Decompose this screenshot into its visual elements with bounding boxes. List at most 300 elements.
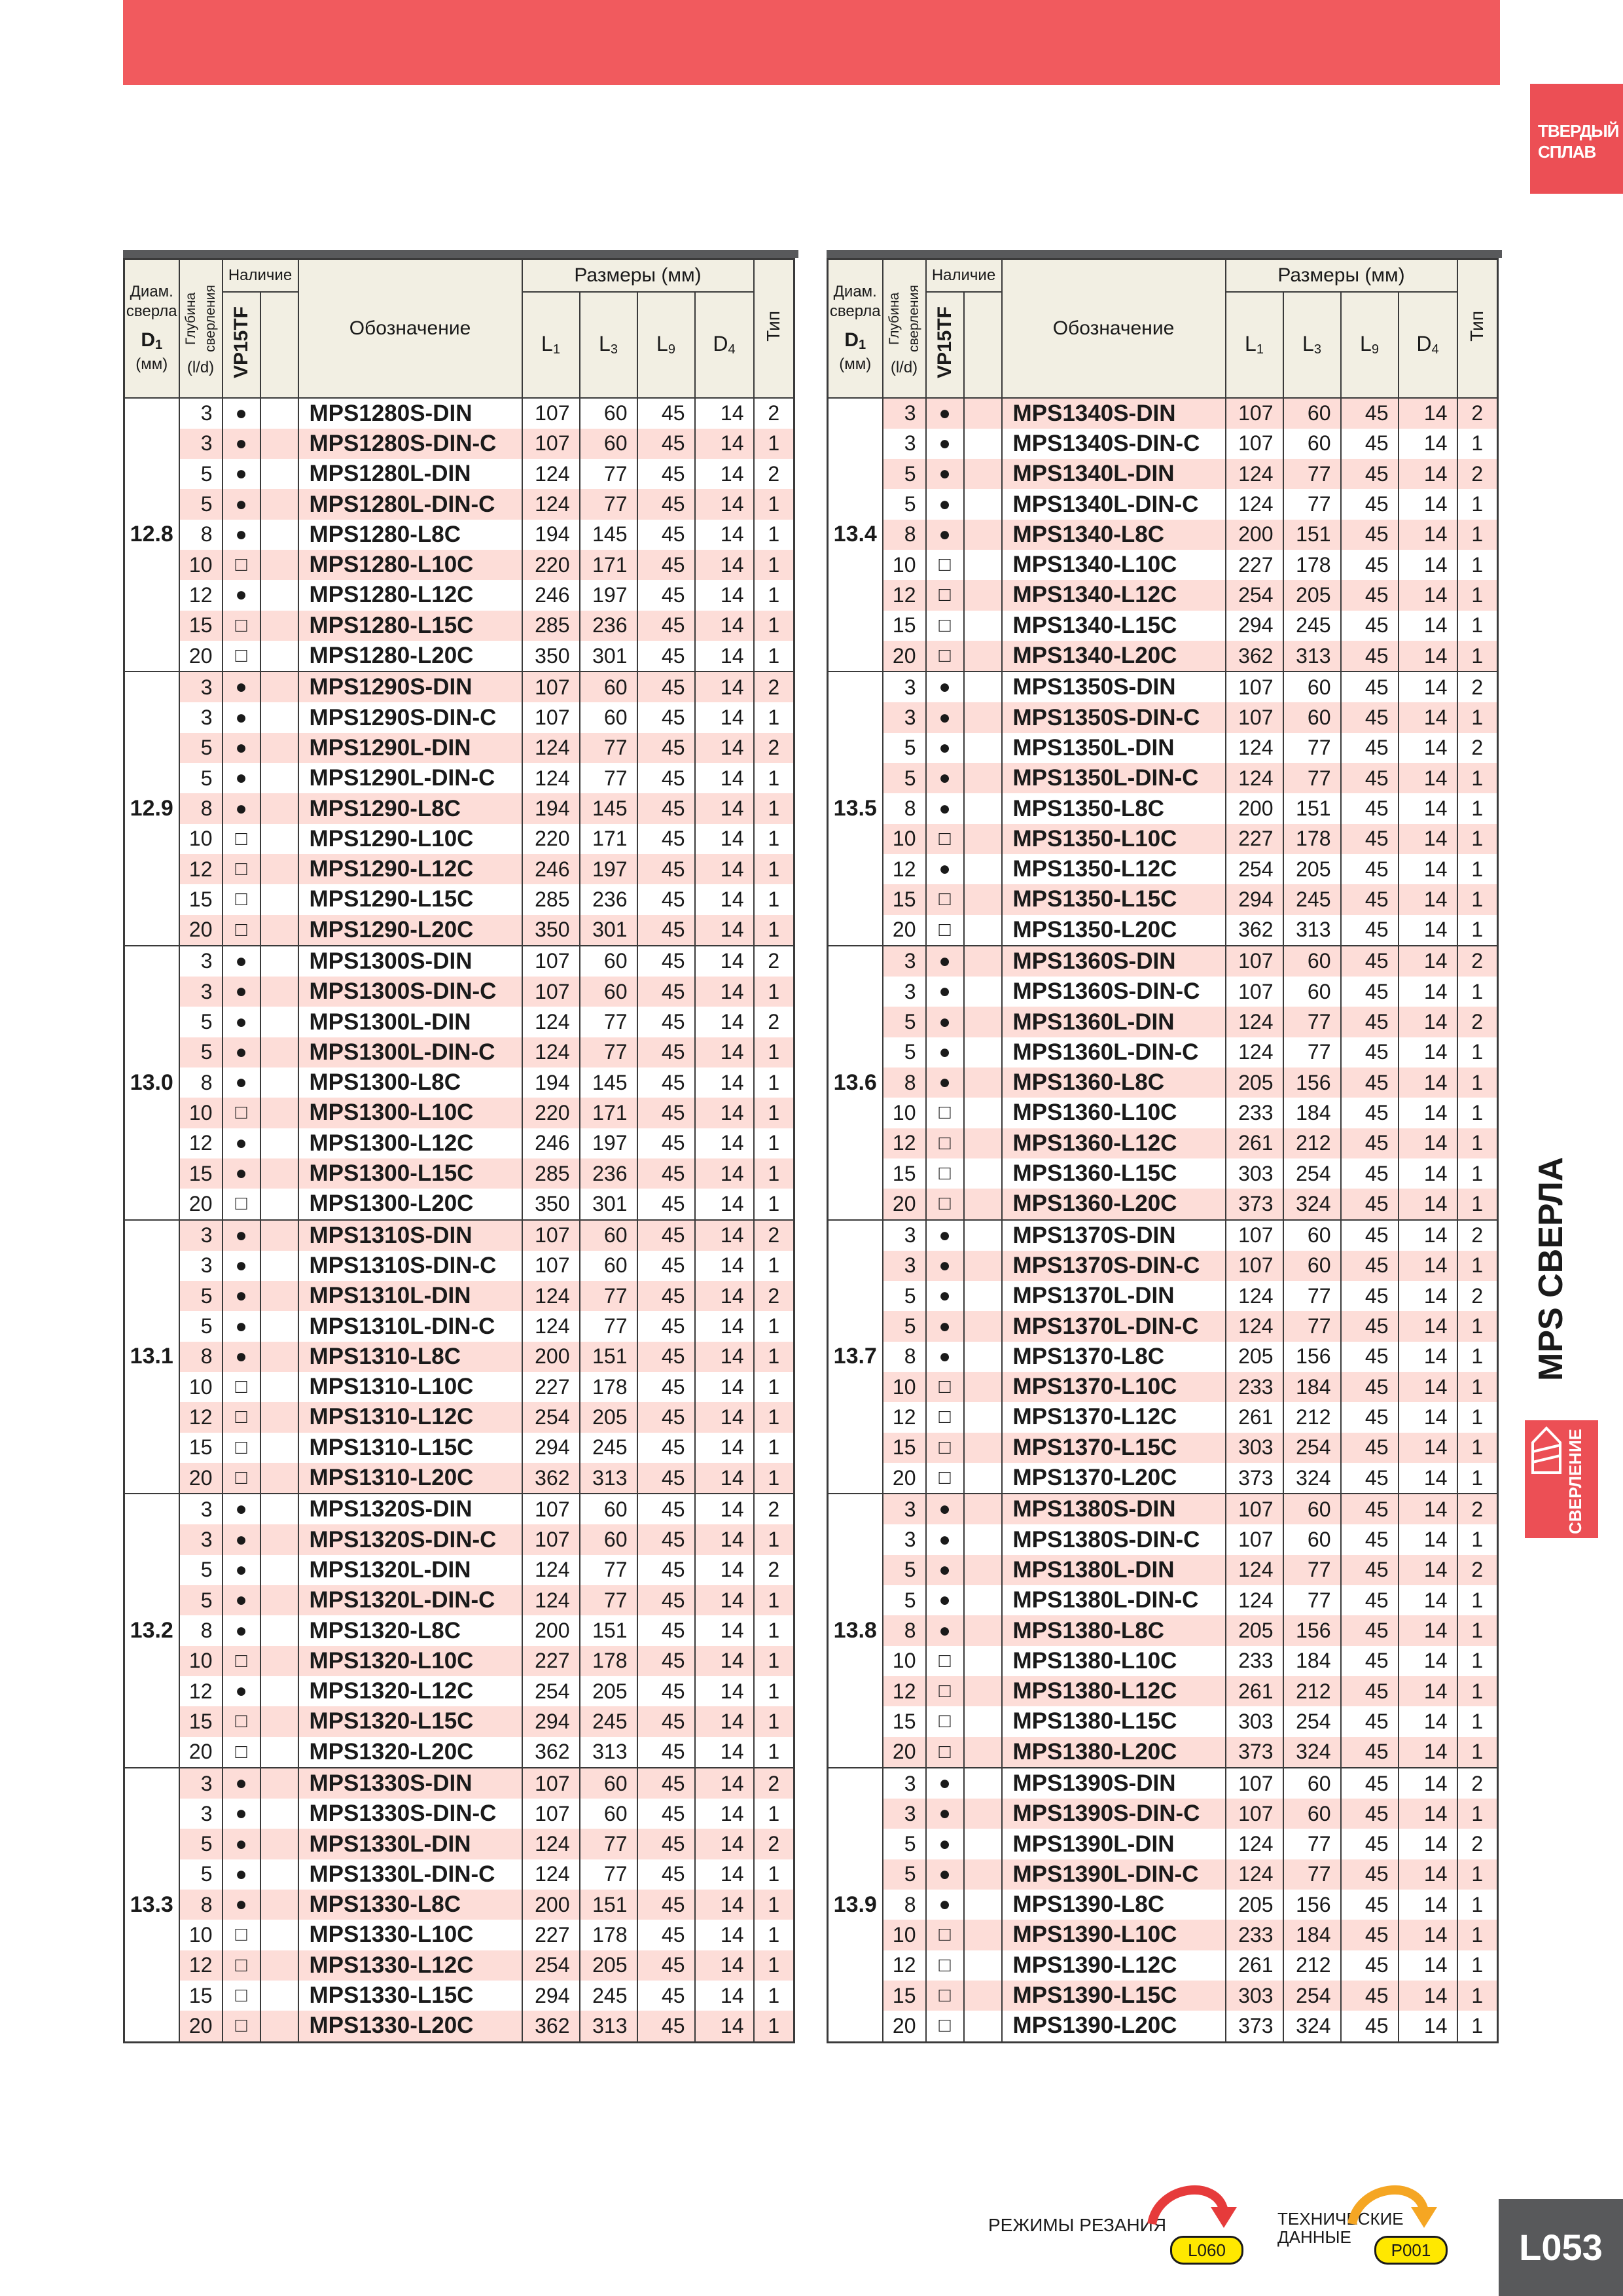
type-cell: 1 bbox=[1457, 1646, 1498, 1676]
availability-blank-cell bbox=[964, 1737, 1002, 1768]
l3-cell: 205 bbox=[580, 1950, 637, 1981]
d4-cell: 14 bbox=[1399, 1372, 1457, 1402]
availability-blank-cell bbox=[260, 1158, 298, 1189]
availability-cell: ● bbox=[926, 520, 964, 550]
availability-blank-cell bbox=[964, 915, 1002, 946]
table-row bbox=[828, 1372, 1498, 1402]
depth-cell: 8 bbox=[883, 1615, 926, 1645]
l9-cell: 45 bbox=[637, 733, 695, 763]
d4-cell: 14 bbox=[1399, 1189, 1457, 1219]
depth-cell: 12 bbox=[883, 1402, 926, 1432]
designation-cell: MPS1340-L12C bbox=[1002, 580, 1226, 610]
l3-cell: 156 bbox=[1283, 1342, 1341, 1372]
l9-cell: 45 bbox=[637, 1128, 695, 1158]
designation-cell: MPS1340L-DIN bbox=[1002, 459, 1226, 489]
table-row bbox=[828, 1737, 1498, 1768]
type-cell: 1 bbox=[1457, 1158, 1498, 1189]
l1-cell: 124 bbox=[522, 1281, 580, 1311]
type-cell: 1 bbox=[754, 1372, 794, 1402]
l1-cell: 107 bbox=[1226, 1220, 1283, 1251]
diameter-cell: 13.1 bbox=[124, 1220, 179, 1494]
l1-cell: 107 bbox=[1226, 429, 1283, 459]
d4-cell: 14 bbox=[695, 1950, 754, 1981]
availability-blank-cell bbox=[260, 1281, 298, 1311]
l1-cell: 233 bbox=[1226, 1646, 1283, 1676]
l3-cell: 151 bbox=[1283, 793, 1341, 823]
l1-cell: 362 bbox=[1226, 641, 1283, 672]
l9-cell: 45 bbox=[637, 1799, 695, 1829]
availability-blank-cell bbox=[964, 824, 1002, 854]
designation-cell: MPS1340L-DIN-C bbox=[1002, 489, 1226, 519]
table-row bbox=[828, 1281, 1498, 1311]
type-cell: 1 bbox=[754, 854, 794, 884]
l9-cell: 45 bbox=[1341, 1311, 1399, 1341]
designation-cell: MPS1320-L8C bbox=[298, 1615, 522, 1645]
depth-cell: 10 bbox=[179, 1372, 223, 1402]
l9-cell: 45 bbox=[1341, 1433, 1399, 1463]
l3-cell: 313 bbox=[580, 1463, 637, 1494]
availability-cell: □ bbox=[926, 1981, 964, 2011]
table-row bbox=[828, 884, 1498, 914]
depth-cell: 5 bbox=[883, 1829, 926, 1859]
availability-cell: □ bbox=[223, 884, 260, 914]
depth-cell: 3 bbox=[883, 977, 926, 1007]
d4-cell: 14 bbox=[695, 915, 754, 946]
depth-cell: 20 bbox=[883, 641, 926, 672]
l1-cell: 200 bbox=[522, 1890, 580, 1920]
availability-cell: □ bbox=[223, 1098, 260, 1128]
l3-cell: 184 bbox=[1283, 1372, 1341, 1402]
designation-cell: MPS1340-L15C bbox=[1002, 611, 1226, 641]
depth-cell: 5 bbox=[179, 1555, 223, 1585]
l1-cell: 124 bbox=[522, 1859, 580, 1890]
availability-cell: □ bbox=[223, 1372, 260, 1402]
designation-cell: MPS1380-L8C bbox=[1002, 1615, 1226, 1645]
availability-blank-cell bbox=[964, 1494, 1002, 1524]
d4-cell: 14 bbox=[1399, 2011, 1457, 2042]
l3-cell: 171 bbox=[580, 1098, 637, 1128]
l1-cell: 205 bbox=[1226, 1342, 1283, 1372]
availability-blank-cell bbox=[260, 1372, 298, 1402]
table-row bbox=[828, 1615, 1498, 1645]
availability-blank-cell bbox=[260, 1251, 298, 1281]
l3-header bbox=[580, 292, 637, 398]
availability-blank-cell bbox=[260, 1342, 298, 1372]
availability-blank-cell bbox=[964, 489, 1002, 519]
diameter-header-line-2: сверла bbox=[126, 302, 177, 321]
type-cell: 1 bbox=[754, 1463, 794, 1494]
l3-cell: 171 bbox=[580, 550, 637, 580]
l9-cell: 45 bbox=[1341, 1981, 1399, 2011]
grade-blank-header bbox=[964, 292, 1002, 398]
l1-cell: 124 bbox=[1226, 763, 1283, 793]
l1-cell: 107 bbox=[522, 1524, 580, 1554]
l9-cell: 45 bbox=[1341, 884, 1399, 914]
carbide-section-tab[interactable] bbox=[1530, 84, 1623, 194]
table-row bbox=[124, 1768, 794, 1799]
l9-cell: 45 bbox=[1341, 1220, 1399, 1251]
type-cell: 1 bbox=[754, 793, 794, 823]
l3-cell: 77 bbox=[1283, 489, 1341, 519]
availability-cell: ● bbox=[223, 1524, 260, 1554]
type-cell: 2 bbox=[754, 1829, 794, 1859]
availability-blank-cell bbox=[260, 977, 298, 1007]
l1-cell: 373 bbox=[1226, 1189, 1283, 1219]
designation-cell: MPS1330-L8C bbox=[298, 1890, 522, 1920]
l3-cell: 151 bbox=[580, 1615, 637, 1645]
depth-cell: 12 bbox=[883, 1950, 926, 1981]
l3-cell: 60 bbox=[580, 672, 637, 702]
availability-cell: □ bbox=[926, 580, 964, 610]
type-cell: 2 bbox=[1457, 1007, 1498, 1037]
availability-cell: □ bbox=[223, 1189, 260, 1219]
tech-data-line-2: ДАННЫЕ bbox=[1277, 2227, 1351, 2247]
type-cell: 1 bbox=[1457, 1463, 1498, 1494]
d4-cell: 14 bbox=[1399, 763, 1457, 793]
l9-cell: 45 bbox=[1341, 520, 1399, 550]
table-row bbox=[124, 1463, 794, 1494]
l3-cell: 197 bbox=[580, 1128, 637, 1158]
l1-cell: 233 bbox=[1226, 1920, 1283, 1950]
depth-cell: 3 bbox=[883, 702, 926, 732]
l9-cell: 45 bbox=[1341, 459, 1399, 489]
availability-blank-cell bbox=[260, 1555, 298, 1585]
l1-cell: 124 bbox=[1226, 1311, 1283, 1341]
l3-cell: 245 bbox=[580, 1981, 637, 2011]
table-row bbox=[828, 1220, 1498, 1251]
l9-cell: 45 bbox=[1341, 1524, 1399, 1554]
l3-cell: 184 bbox=[1283, 1098, 1341, 1128]
d4-cell: 14 bbox=[695, 1829, 754, 1859]
table-row bbox=[828, 702, 1498, 732]
d4-cell: 14 bbox=[1399, 550, 1457, 580]
type-cell: 2 bbox=[1457, 1494, 1498, 1524]
type-cell: 1 bbox=[754, 1920, 794, 1950]
l9-cell: 45 bbox=[1341, 1067, 1399, 1098]
l9-cell: 45 bbox=[637, 1281, 695, 1311]
type-cell: 1 bbox=[1457, 854, 1498, 884]
table-row bbox=[828, 1950, 1498, 1981]
d4-cell: 14 bbox=[1399, 946, 1457, 977]
designation-cell: MPS1310S-DIN bbox=[298, 1220, 522, 1251]
l9-cell: 45 bbox=[1341, 702, 1399, 732]
table-row bbox=[828, 1524, 1498, 1554]
l9-cell: 45 bbox=[1341, 1706, 1399, 1736]
d4-cell: 14 bbox=[1399, 1494, 1457, 1524]
l1-cell: 124 bbox=[522, 459, 580, 489]
l1-cell: 261 bbox=[1226, 1402, 1283, 1432]
d4-cell: 14 bbox=[695, 1676, 754, 1706]
availability-cell: ● bbox=[926, 763, 964, 793]
l1-cell: 303 bbox=[1226, 1433, 1283, 1463]
depth-cell: 20 bbox=[179, 2011, 223, 2042]
availability-cell: ● bbox=[223, 1128, 260, 1158]
l9-cell: 45 bbox=[1341, 1920, 1399, 1950]
availability-blank-cell bbox=[260, 1128, 298, 1158]
l1-cell: 124 bbox=[1226, 489, 1283, 519]
table-row bbox=[828, 1463, 1498, 1494]
l9-cell: 45 bbox=[637, 1890, 695, 1920]
d4-cell: 14 bbox=[1399, 1615, 1457, 1645]
designation-cell: MPS1330L-DIN-C bbox=[298, 1859, 522, 1890]
table-row bbox=[124, 1829, 794, 1859]
l9-cell: 45 bbox=[1341, 1737, 1399, 1768]
l9-cell: 45 bbox=[1341, 489, 1399, 519]
l9-cell: 45 bbox=[637, 398, 695, 429]
d4-cell: 14 bbox=[695, 459, 754, 489]
l3-cell: 324 bbox=[1283, 1463, 1341, 1494]
availability-blank-cell bbox=[260, 1098, 298, 1128]
availability-cell: ● bbox=[223, 1676, 260, 1706]
availability-cell: □ bbox=[926, 1737, 964, 1768]
l3-cell: 60 bbox=[580, 1524, 637, 1554]
l9-cell: 45 bbox=[637, 1098, 695, 1128]
depth-cell: 20 bbox=[883, 1463, 926, 1494]
depth-cell: 5 bbox=[179, 1311, 223, 1341]
l1-cell: 124 bbox=[1226, 1037, 1283, 1067]
d4-cell: 14 bbox=[695, 2011, 754, 2042]
designation-cell: MPS1300S-DIN-C bbox=[298, 977, 522, 1007]
l9-cell: 45 bbox=[1341, 1494, 1399, 1524]
tech-data-ref-link[interactable]: P001 bbox=[1374, 2236, 1448, 2265]
l9-cell: 45 bbox=[1341, 1676, 1399, 1706]
l1-cell: 107 bbox=[1226, 1768, 1283, 1799]
depth-cell: 3 bbox=[883, 429, 926, 459]
designation-cell: MPS1320L-DIN bbox=[298, 1555, 522, 1585]
availability-blank-cell bbox=[260, 1037, 298, 1067]
l3-cell: 60 bbox=[580, 398, 637, 429]
l1-cell: 200 bbox=[1226, 793, 1283, 823]
d4-cell: 14 bbox=[695, 1098, 754, 1128]
designation-cell: MPS1360-L8C bbox=[1002, 1067, 1226, 1098]
l3-header bbox=[1283, 292, 1341, 398]
availability-cell: ● bbox=[926, 854, 964, 884]
l9-cell: 45 bbox=[1341, 1158, 1399, 1189]
designation-cell: MPS1350-L15C bbox=[1002, 884, 1226, 914]
l1-cell: 227 bbox=[1226, 824, 1283, 854]
type-cell: 2 bbox=[1457, 1220, 1498, 1251]
l1-header bbox=[1226, 292, 1283, 398]
depth-cell: 12 bbox=[179, 1402, 223, 1432]
availability-cell: □ bbox=[926, 1706, 964, 1736]
availability-blank-cell bbox=[964, 550, 1002, 580]
depth-cell: 5 bbox=[883, 1311, 926, 1341]
type-cell: 1 bbox=[1457, 2011, 1498, 2042]
l1-cell: 254 bbox=[522, 1676, 580, 1706]
availability-cell: □ bbox=[926, 1158, 964, 1189]
l3-cell: 60 bbox=[1283, 1251, 1341, 1281]
l1-cell: 200 bbox=[522, 1342, 580, 1372]
designation-header: Обозначение bbox=[298, 259, 522, 398]
depth-cell: 5 bbox=[883, 733, 926, 763]
d4-cell: 14 bbox=[695, 1768, 754, 1799]
availability-blank-cell bbox=[964, 854, 1002, 884]
table-row bbox=[124, 1676, 794, 1706]
availability-cell: ● bbox=[926, 793, 964, 823]
type-cell: 2 bbox=[754, 1494, 794, 1524]
l1-cell: 303 bbox=[1226, 1706, 1283, 1736]
table-row bbox=[124, 1158, 794, 1189]
designation-cell: MPS1310L-DIN-C bbox=[298, 1311, 522, 1341]
cutting-modes-ref-link[interactable]: L060 bbox=[1170, 2236, 1243, 2265]
diameter-cell: 12.9 bbox=[124, 672, 179, 946]
l3-cell: 77 bbox=[580, 1829, 637, 1859]
l3-cell: 77 bbox=[1283, 1585, 1341, 1615]
designation-cell: MPS1290-L12C bbox=[298, 854, 522, 884]
d4-cell: 14 bbox=[1399, 1829, 1457, 1859]
d4-cell: 14 bbox=[695, 793, 754, 823]
depth-cell: 5 bbox=[883, 459, 926, 489]
availability-blank-cell bbox=[260, 1524, 298, 1554]
l1-cell: 261 bbox=[1226, 1128, 1283, 1158]
designation-cell: MPS1290L-DIN bbox=[298, 733, 522, 763]
availability-blank-cell bbox=[964, 733, 1002, 763]
availability-header: Наличие bbox=[926, 259, 1002, 292]
depth-cell: 15 bbox=[883, 1981, 926, 2011]
availability-cell: ● bbox=[926, 1251, 964, 1281]
d4-cell: 14 bbox=[695, 1706, 754, 1736]
type-cell: 1 bbox=[1457, 1372, 1498, 1402]
availability-blank-cell bbox=[964, 1037, 1002, 1067]
availability-blank-cell bbox=[964, 641, 1002, 672]
depth-cell: 10 bbox=[883, 1920, 926, 1950]
l1-cell: 362 bbox=[522, 1463, 580, 1494]
l1-cell: 124 bbox=[1226, 733, 1283, 763]
availability-cell: □ bbox=[223, 1737, 260, 1768]
l1-cell: 254 bbox=[1226, 580, 1283, 610]
availability-cell: ● bbox=[223, 1251, 260, 1281]
d4-cell: 14 bbox=[1399, 1706, 1457, 1736]
d4-cell: 14 bbox=[695, 1251, 754, 1281]
table-row bbox=[124, 1737, 794, 1768]
table-row bbox=[124, 1067, 794, 1098]
designation-cell: MPS1320-L20C bbox=[298, 1737, 522, 1768]
l1-subscript: 1 bbox=[552, 342, 560, 357]
diameter-cell: 13.4 bbox=[828, 398, 883, 672]
dimensions-header: Размеры (мм) bbox=[1226, 259, 1457, 292]
d4-cell: 14 bbox=[1399, 580, 1457, 610]
designation-cell: MPS1310L-DIN bbox=[298, 1281, 522, 1311]
l1-cell: 246 bbox=[522, 580, 580, 610]
d1-subscript: 1 bbox=[155, 338, 163, 353]
diameter-cell: 12.8 bbox=[124, 398, 179, 672]
l9-cell: 45 bbox=[637, 854, 695, 884]
l3-cell: 151 bbox=[1283, 520, 1341, 550]
l1-cell: 246 bbox=[522, 854, 580, 884]
table-row bbox=[124, 550, 794, 580]
d4-letter: D bbox=[1416, 332, 1432, 355]
designation-cell: MPS1320-L10C bbox=[298, 1646, 522, 1676]
type-cell: 1 bbox=[1457, 580, 1498, 610]
type-header bbox=[754, 259, 794, 398]
d4-cell: 14 bbox=[695, 398, 754, 429]
depth-cell: 3 bbox=[179, 1768, 223, 1799]
table-row bbox=[124, 884, 794, 914]
l3-cell: 60 bbox=[1283, 398, 1341, 429]
availability-cell: □ bbox=[223, 641, 260, 672]
l9-cell: 45 bbox=[637, 580, 695, 610]
l3-cell: 313 bbox=[1283, 641, 1341, 672]
type-cell: 1 bbox=[1457, 1311, 1498, 1341]
product-table bbox=[123, 258, 795, 2043]
designation-cell: MPS1360-L12C bbox=[1002, 1128, 1226, 1158]
l9-cell: 45 bbox=[1341, 1342, 1399, 1372]
type-cell: 1 bbox=[1457, 1037, 1498, 1067]
table-row bbox=[124, 1007, 794, 1037]
l9-cell: 45 bbox=[637, 1555, 695, 1585]
d4-cell: 14 bbox=[695, 1342, 754, 1372]
l3-cell: 151 bbox=[580, 1342, 637, 1372]
table-row bbox=[124, 1311, 794, 1341]
l3-cell: 254 bbox=[1283, 1433, 1341, 1463]
depth-cell: 5 bbox=[883, 1585, 926, 1615]
type-cell: 1 bbox=[754, 520, 794, 550]
designation-cell: MPS1340-L10C bbox=[1002, 550, 1226, 580]
l3-cell: 77 bbox=[580, 1007, 637, 1037]
availability-cell: ● bbox=[223, 1494, 260, 1524]
l9-cell: 45 bbox=[1341, 1402, 1399, 1432]
l9-cell: 45 bbox=[637, 1524, 695, 1554]
designation-cell: MPS1380L-DIN-C bbox=[1002, 1585, 1226, 1615]
availability-cell: ● bbox=[223, 702, 260, 732]
l1-cell: 254 bbox=[1226, 854, 1283, 884]
d4-cell: 14 bbox=[1399, 1981, 1457, 2011]
depth-cell: 8 bbox=[179, 1890, 223, 1920]
l1-cell: 107 bbox=[522, 1220, 580, 1251]
type-cell: 1 bbox=[754, 1799, 794, 1829]
d4-cell: 14 bbox=[1399, 1067, 1457, 1098]
designation-cell: MPS1280-L8C bbox=[298, 520, 522, 550]
d4-cell: 14 bbox=[1399, 1524, 1457, 1554]
depth-header-text: Глубина сверления bbox=[886, 285, 921, 353]
l3-cell: 77 bbox=[580, 763, 637, 793]
availability-cell: □ bbox=[926, 1463, 964, 1494]
designation-cell: MPS1390-L8C bbox=[1002, 1890, 1226, 1920]
l3-cell: 178 bbox=[580, 1646, 637, 1676]
designation-cell: MPS1390S-DIN-C bbox=[1002, 1799, 1226, 1829]
l9-cell: 45 bbox=[637, 1676, 695, 1706]
diameter-cell: 13.7 bbox=[828, 1220, 883, 1494]
l3-cell: 77 bbox=[1283, 1829, 1341, 1859]
table-row bbox=[124, 1799, 794, 1829]
drilling-section-tab[interactable] bbox=[1525, 1420, 1598, 1538]
l9-cell: 45 bbox=[1341, 1098, 1399, 1128]
type-cell: 1 bbox=[1457, 1067, 1498, 1098]
l9-cell: 45 bbox=[637, 1615, 695, 1645]
l1-cell: 303 bbox=[1226, 1981, 1283, 2011]
l1-cell: 124 bbox=[1226, 1007, 1283, 1037]
l9-cell: 45 bbox=[637, 1189, 695, 1219]
availability-cell: ● bbox=[223, 1342, 260, 1372]
d4-cell: 14 bbox=[1399, 1220, 1457, 1251]
carbide-tab-line-2: СПЛАВ bbox=[1538, 142, 1596, 162]
availability-blank-cell bbox=[260, 1829, 298, 1859]
l3-cell: 212 bbox=[1283, 1128, 1341, 1158]
designation-cell: MPS1350-L20C bbox=[1002, 915, 1226, 946]
table-row bbox=[124, 1555, 794, 1585]
designation-cell: MPS1380-L12C bbox=[1002, 1676, 1226, 1706]
availability-blank-cell bbox=[964, 1067, 1002, 1098]
table-row bbox=[124, 1372, 794, 1402]
l3-cell: 156 bbox=[1283, 1615, 1341, 1645]
l1-cell: 107 bbox=[1226, 946, 1283, 977]
table-row bbox=[828, 1920, 1498, 1950]
l3-cell: 60 bbox=[580, 1494, 637, 1524]
depth-cell: 5 bbox=[883, 489, 926, 519]
designation-cell: MPS1360L-DIN-C bbox=[1002, 1037, 1226, 1067]
l9-cell: 45 bbox=[1341, 1555, 1399, 1585]
availability-cell: ● bbox=[223, 763, 260, 793]
